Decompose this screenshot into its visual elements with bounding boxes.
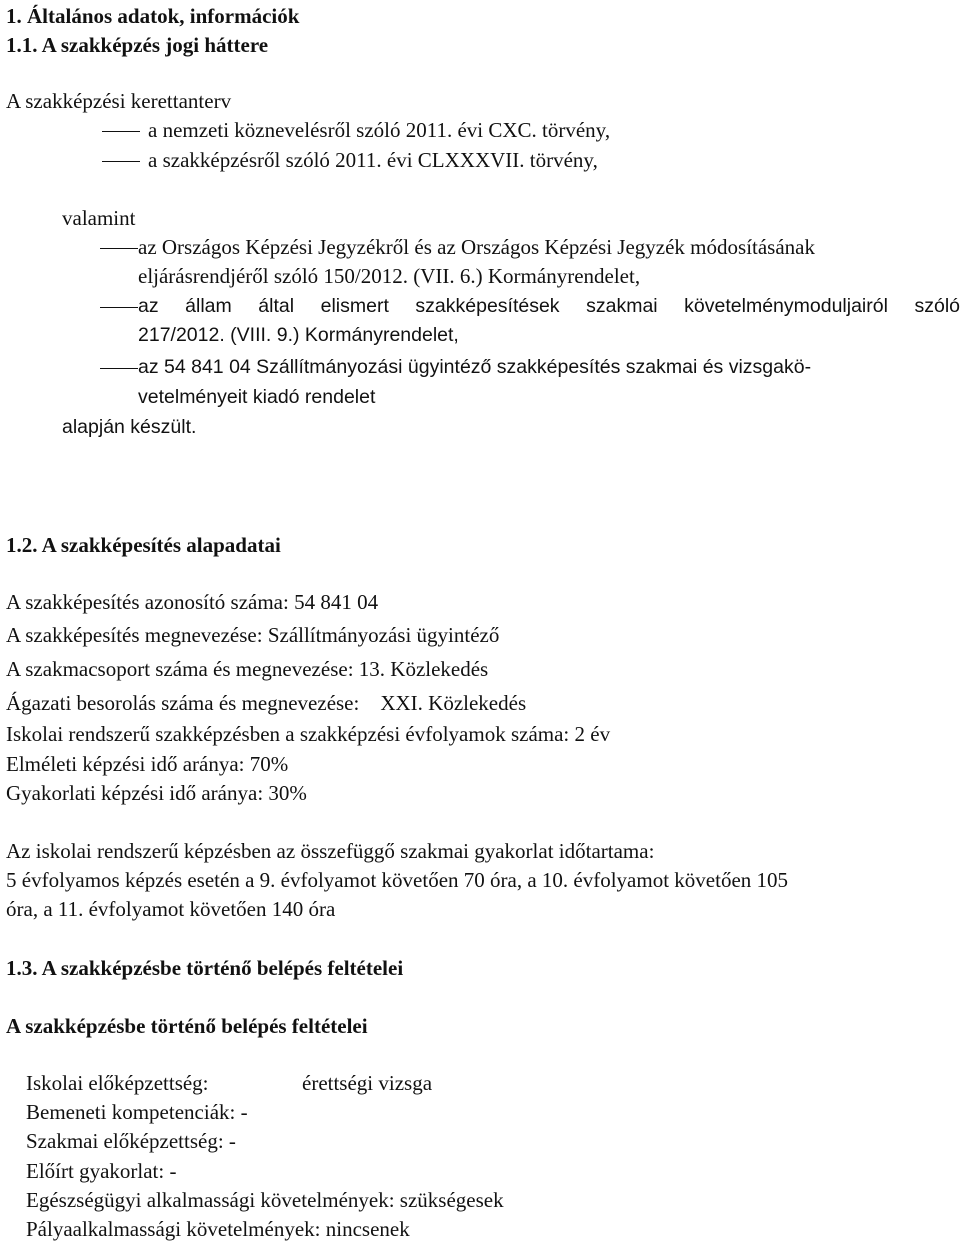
data-row-practice-ratio: Gyakorlati képzési idő aránya: 30% <box>6 781 307 805</box>
valamint-text: valamint <box>62 206 136 230</box>
entry-row-health-requirements: Egészségügyi alkalmassági követelmények: szükségesek <box>26 1188 504 1212</box>
regulation-item-2-line-2: 217/2012. (VIII. 9.) Kormányrendelet, <box>138 324 459 346</box>
entry-row-input-competences: Bemeneti kompetenciák: - <box>26 1100 248 1124</box>
entry-row-career-suitability: Pályaalkalmassági követelmények: nincsenek <box>26 1217 410 1241</box>
dash-bullet <box>102 161 140 162</box>
practice-duration-line-1: 5 évfolyamos képzés esetén a 9. évfolyamot követően 70 óra, a 10. évfolyamot követően 105 <box>6 868 789 892</box>
practice-duration-title: Az iskolai rendszerű képzésben az összefüggő szakmai gyakorlat időtartama: <box>6 839 655 863</box>
entry-row-professional-prerequisite: Szakmai előképzettség: - <box>26 1129 236 1153</box>
dash-bullet <box>100 307 138 308</box>
regulation-item-1-line-1: az Országos Képzési Jegyzékről és az Országos Képzési Jegyzék módosításának <box>138 235 815 259</box>
data-row-qualification-name: A szakképesítés megnevezése: Szállítmányozási ügyintéző <box>6 623 500 647</box>
regulation-item-1-line-2: eljárásrendjéről szóló 150/2012. (VII. 6.) Kormányrendelet, <box>138 264 641 288</box>
data-row-professional-group: A szakmacsoport száma és megnevezése: 13. Közlekedés <box>6 657 489 681</box>
regulation-item-3-line-1: az 54 841 04 Szállítmányozási ügyintéző szakképesítés szakmai és vizsgakö- <box>138 356 812 378</box>
entry-row-required-practice: Előírt gyakorlat: - <box>26 1159 177 1183</box>
data-row-id-number: A szakképesítés azonosító száma: 54 841 04 <box>6 590 379 614</box>
entry-conditions-subtitle: A szakképzésbe történő belépés feltételei <box>6 1014 368 1038</box>
practice-duration-line-2: óra, a 11. évfolyamot követően 140 óra <box>6 897 336 921</box>
regulation-item-2-line-1: az állam által elismert szakképesítések szakmai követelménymoduljairól szóló <box>138 295 960 317</box>
school-prerequisite-label: Iskolai előképzettség: <box>26 1071 209 1095</box>
data-row-school-years: Iskolai rendszerű szakképzésben a szakképzési évfolyamok száma: 2 év <box>6 722 611 746</box>
subsection-title-legal-background: 1.1. A szakképzés jogi háttere <box>6 33 269 57</box>
data-row-theory-ratio: Elméleti képzési idő aránya: 70% <box>6 752 289 776</box>
section-title: 1. Általános adatok, információk <box>6 4 300 28</box>
school-prerequisite-value: érettségi vizsga <box>302 1071 433 1095</box>
subsection-title-basic-data: 1.2. A szakképesítés alapadatai <box>6 533 281 557</box>
subsection-title-entry-conditions: 1.3. A szakképzésbe történő belépés feltételei <box>6 956 404 980</box>
law-item-1: a nemzeti köznevelésről szóló 2011. évi CXC. törvény, <box>148 118 611 142</box>
law-item-2: a szakképzésről szóló 2011. évi CLXXXVII. törvény, <box>148 148 598 172</box>
dash-bullet <box>100 368 138 369</box>
dash-bullet <box>100 248 138 249</box>
data-row-sector: Ágazati besorolás száma és megnevezése: XXI. Közlekedés <box>6 691 527 715</box>
intro-text: A szakképzési kerettanterv <box>6 89 232 113</box>
closing-text: alapján készült. <box>62 416 197 438</box>
dash-bullet <box>102 131 140 132</box>
regulation-item-3-line-2: vetelményeit kiadó rendelet <box>138 386 376 408</box>
